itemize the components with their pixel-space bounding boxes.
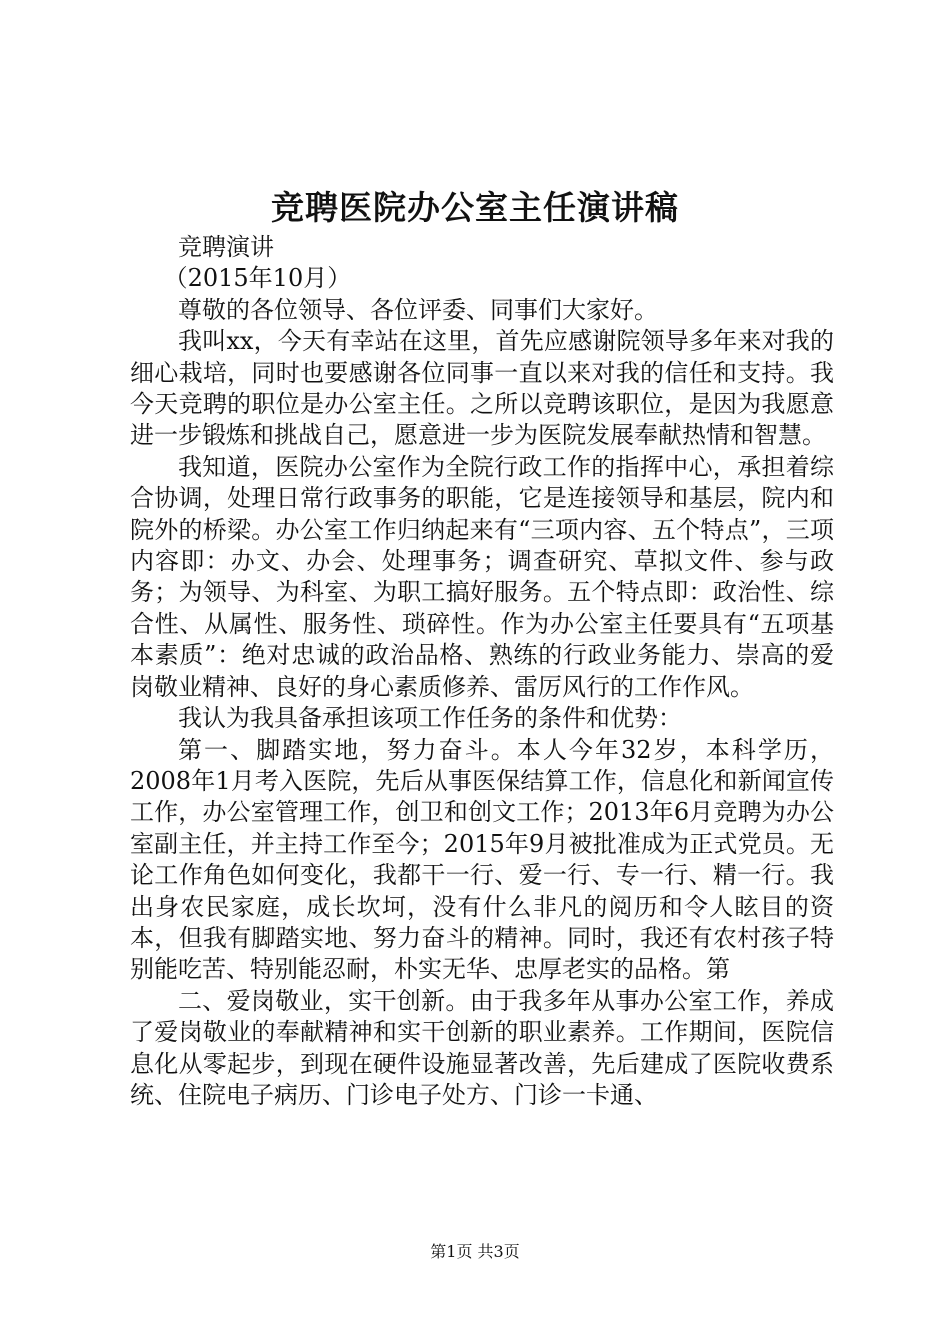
document-title: 竞聘医院办公室主任演讲稿: [271, 188, 679, 227]
paragraph-advantage-one: 第一、脚踏实地，努力奋斗。本人今年32岁，本科学历，2008年1月考入医院，先后从事医保结算工作，信息化和新闻宣传工作，办公室管理工作，创卫和创文工作；2013年6月竞聘为办公室副主任，并主持工作至今；2015年9月被批准成为正式党员。无论工作角色如何变化，我都干一行、爱一行、专一行、精一行。我出身农民家庭，成长坎坷，没有什么非凡的阅历和令人眩目的资本，但我有脚踏实地、努力奋斗的精神。同时，我还有农村孩子特别能吃苦、特别能忍耐，朴实无华、忠厚老实的品格。第: [130, 735, 834, 984]
paragraph-subtitle: 竞聘演讲: [178, 233, 274, 261]
paragraph-advantage-two: 二、爱岗敬业，实干创新。由于我多年从事办公室工作，养成了爱岗敬业的奉献精神和实干创新的职业素养。工作期间，医院信息化从零起步，到现在硬件设施显著改善，先后建成了医院收费系统、住院电子病历、门诊电子处方、门诊一卡通、: [130, 986, 834, 1109]
paragraph-date: （2015年10月）: [163, 264, 352, 293]
paragraph-office-role: 我知道，医院办公室作为全院行政工作的指挥中心，承担着综合协调，处理日常行政事务的职能，它是连接领导和基层，院内和院外的桥梁。办公室工作归纳起来有“三项内容、五个特点”，三项内容即：办文、办会、处理事务；调查研究、草拟文件、参与政务；为领导、为科室、为职工搞好服务。五个特点即：政治性、综合性、从属性、服务性、琐碎性。作为办公室主任要具有“五项基本素质”：绝对忠诚的政治品格、熟练的行政业务能力、崇高的爱岗敬业精神、良好的身心素质修养、雷厉风行的工作作风。: [130, 452, 834, 701]
page-number-footer: 第1页 共3页: [430, 1242, 520, 1261]
paragraph-introduction: 我叫xx，今天有幸站在这里，首先应感谢院领导多年来对我的细心栽培，同时也要感谢各位同事一直以来对我的信任和支持。我今天竞聘的职位是办公室主任。之所以竞聘该职位，是因为我愿意进一步锻炼和挑战自己，愿意进一步为医院发展奉献热情和智慧。: [130, 327, 834, 450]
paragraph-greeting: 尊敬的各位领导、各位评委、同事们大家好。: [178, 295, 658, 324]
document-body: [130, 232, 834, 1111]
paragraph-advantages-intro: 我认为我具备承担该项工作任务的条件和优势：: [178, 704, 682, 733]
